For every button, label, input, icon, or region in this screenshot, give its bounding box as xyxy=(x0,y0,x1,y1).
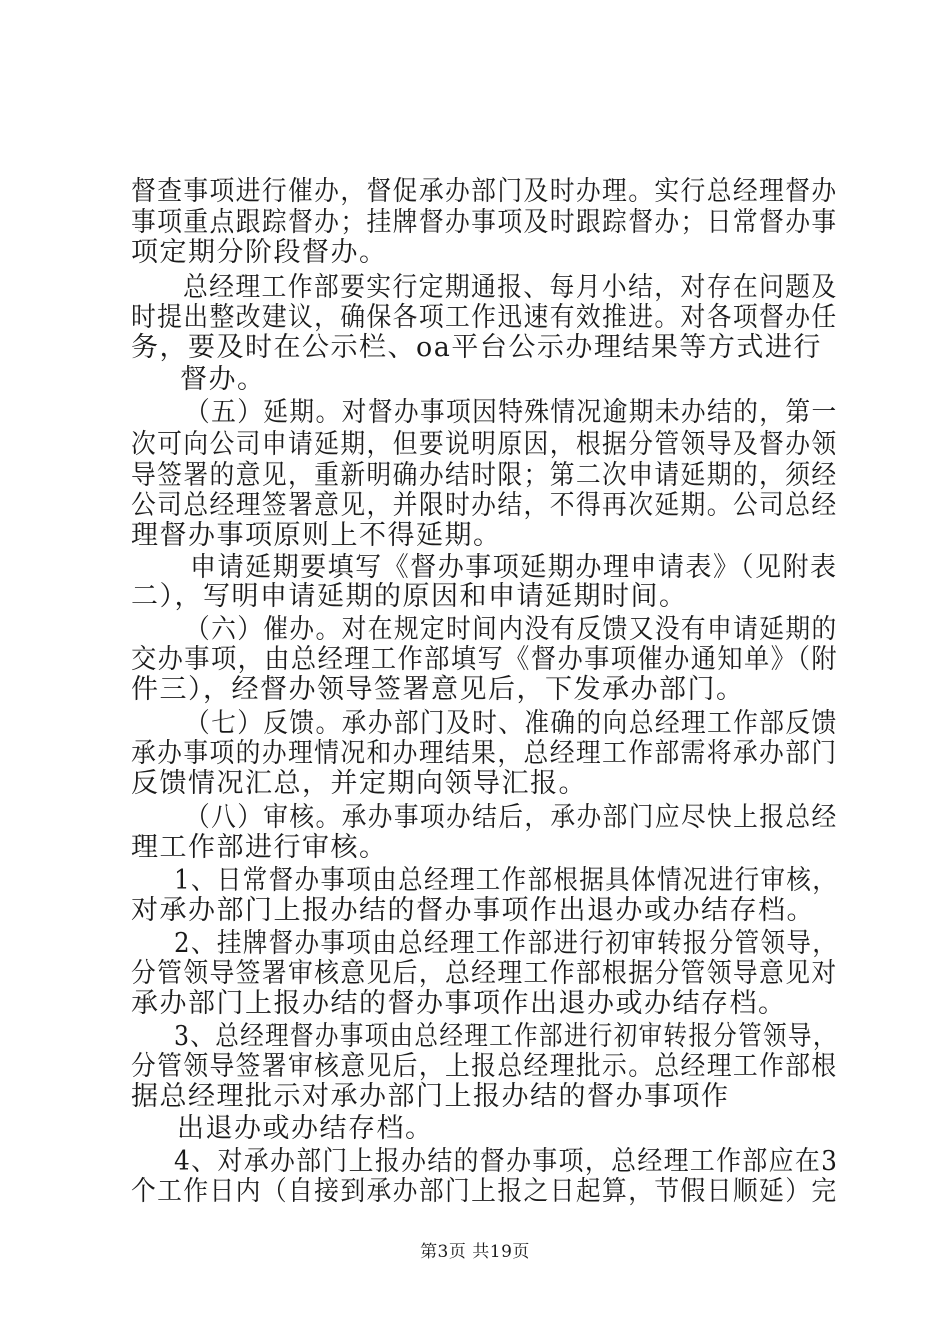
body-line: 对承办部门上报办结的督办事项作出退办或办结存档。 xyxy=(131,895,815,926)
body-line: 次可向公司申请延期，但要说明原因，根据分管领导及督办领 xyxy=(131,429,838,460)
body-line: 出退办或办结存档。 xyxy=(177,1113,434,1144)
body-line: 申请延期要填写《督办事项延期办理申请表》（见附表 xyxy=(190,552,838,583)
body-line: 督办。 xyxy=(180,364,266,395)
body-line: 3、总经理督办事项由总经理工作部进行初审转报分管领导， xyxy=(174,1021,838,1052)
body-line: 交办事项，由总经理工作部填写《督办事项催办通知单》（附 xyxy=(131,644,838,675)
body-line: 公司总经理签署意见，并限时办结，不得再次延期。公司总经 xyxy=(131,490,838,521)
body-line: 承办事项的办理情况和办理结果，总经理工作部需将承办部门 xyxy=(131,738,838,769)
body-line: 分管领导签署审核意见后，上报总经理批示。总经理工作部根 xyxy=(131,1051,838,1082)
body-line: 理工作部进行审核。 xyxy=(131,832,388,863)
body-line: （五）延期。对督办事项因特殊情况逾期未办结的，第一 xyxy=(185,397,838,428)
body-line: 督查事项进行催办，督促承办部门及时办理。实行总经理督办 xyxy=(131,176,838,207)
page-footer: 第3页 共19页 xyxy=(420,1242,530,1262)
body-line: 承办部门上报办结的督办事项作出退办或办结存档。 xyxy=(131,988,787,1019)
body-line: 2、挂牌督办事项由总经理工作部进行初审转报分管领导， xyxy=(174,928,839,959)
body-line: 据总经理批示对承办部门上报办结的督办事项作 xyxy=(131,1081,730,1112)
body-line: （六）催办。对在规定时间内没有反馈又没有申请延期的 xyxy=(185,614,838,645)
body-line: 件三），经督办领导签署意见后，下发承办部门。 xyxy=(131,674,745,705)
body-line: 4、对承办部门上报办结的督办事项，总经理工作部应在3 xyxy=(174,1146,839,1177)
body-line: 事项重点跟踪督办；挂牌督办事项及时跟踪督办；日常督办事 xyxy=(131,207,838,238)
body-line: （八）审核。承办事项办结后，承办部门应尽快上报总经 xyxy=(185,802,838,833)
body-line: 1、日常督办事项由总经理工作部根据具体情况进行审核， xyxy=(174,865,839,896)
body-line: 导签署的意见，重新明确办结时限；第二次申请延期的，须经 xyxy=(131,460,838,491)
body-line: 个工作日内（自接到承办部门上报之日起算，节假日顺延）完 xyxy=(131,1176,838,1207)
body-line: 二），写明申请延期的原因和申请延期时间。 xyxy=(131,581,688,612)
body-line: 反馈情况汇总，并定期向领导汇报。 xyxy=(131,768,587,799)
body-line: 时提出整改建议，确保各项工作迅速有效推进。对各项督办任 xyxy=(131,302,838,333)
body-line: 总经理工作部要实行定期通报、每月小结，对存在问题及 xyxy=(183,272,838,303)
body-line: 理督办事项原则上不得延期。 xyxy=(131,520,502,551)
body-line: （七）反馈。承办部门及时、准确的向总经理工作部反馈 xyxy=(185,708,838,739)
body-line: 项定期分阶段督办。 xyxy=(131,237,388,268)
body-line: 分管领导签署审核意见后，总经理工作部根据分管领导意见对 xyxy=(131,958,838,989)
body-line: 务，要及时在公示栏、oa平台公示办理结果等方式进行 xyxy=(131,332,822,363)
